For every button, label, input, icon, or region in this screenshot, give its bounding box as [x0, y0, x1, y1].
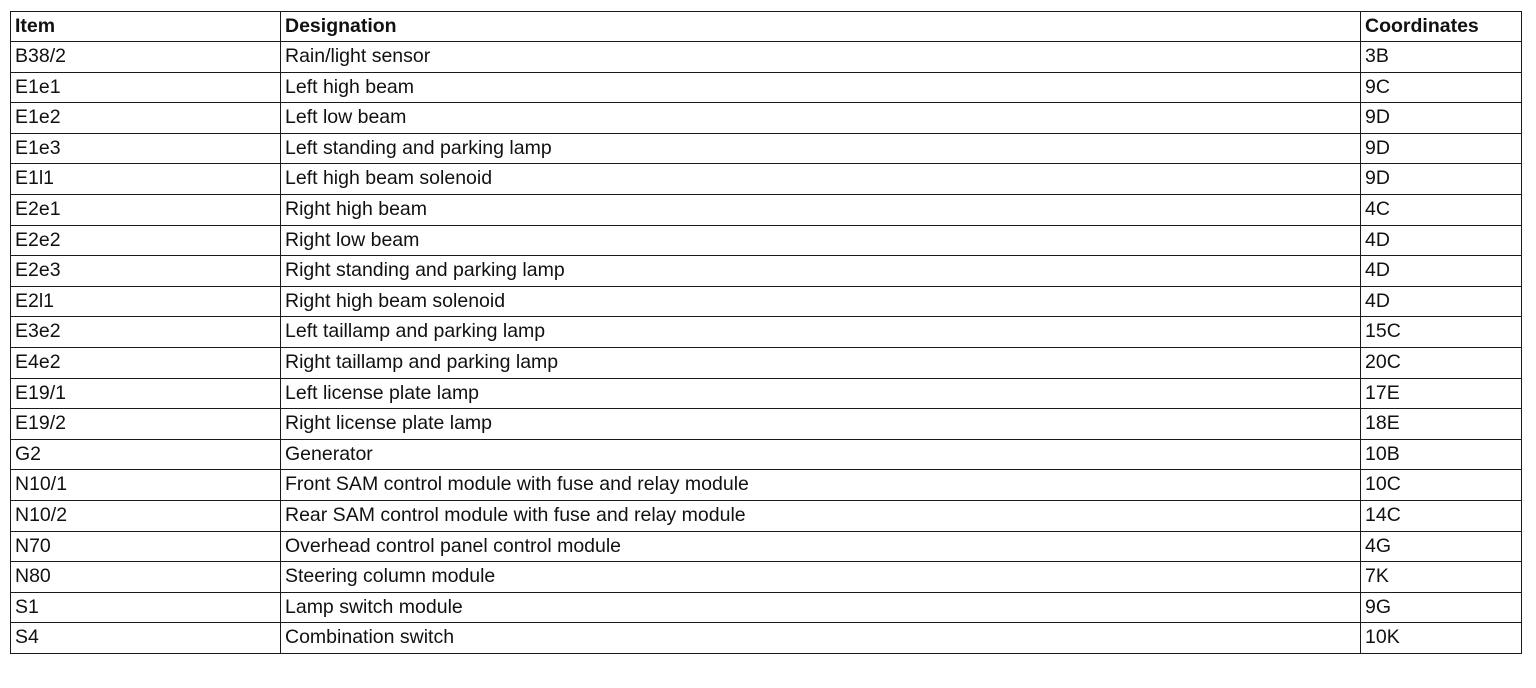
cell-designation: Right low beam [281, 225, 1361, 256]
table-row [11, 470, 1522, 501]
cell-item: N70 [11, 531, 281, 562]
table-row [11, 225, 1522, 256]
table-row [11, 286, 1522, 317]
cell-item: E19/2 [11, 409, 281, 440]
cell-coordinates: 9G [1361, 592, 1522, 623]
table-row [11, 164, 1522, 195]
cell-designation: Rear SAM control module with fuse and relay module [281, 500, 1361, 531]
cell-coordinates: 14C [1361, 500, 1522, 531]
cell-coordinates: 10C [1361, 470, 1522, 501]
table-header [11, 12, 1522, 42]
cell-coordinates: 9C [1361, 72, 1522, 103]
cell-item: E2e1 [11, 194, 281, 225]
cell-designation: Right high beam [281, 194, 1361, 225]
cell-coordinates: 20C [1361, 347, 1522, 378]
cell-designation: Left high beam [281, 72, 1361, 103]
cell-designation: Rain/light sensor [281, 42, 1361, 73]
cell-item: E1e3 [11, 133, 281, 164]
table-body [11, 42, 1522, 654]
cell-item: G2 [11, 439, 281, 470]
cell-coordinates: 4D [1361, 286, 1522, 317]
table-row [11, 317, 1522, 348]
cell-coordinates: 9D [1361, 164, 1522, 195]
cell-item: E2e2 [11, 225, 281, 256]
cell-designation: Lamp switch module [281, 592, 1361, 623]
cell-designation: Left high beam solenoid [281, 164, 1361, 195]
cell-designation: Combination switch [281, 623, 1361, 654]
cell-item: E2l1 [11, 286, 281, 317]
cell-item: N10/1 [11, 470, 281, 501]
table-row [11, 439, 1522, 470]
table-row [11, 256, 1522, 287]
cell-item: E1l1 [11, 164, 281, 195]
header-row [11, 12, 1522, 42]
cell-item: B38/2 [11, 42, 281, 73]
table-row [11, 500, 1522, 531]
cell-item: S4 [11, 623, 281, 654]
cell-coordinates: 4C [1361, 194, 1522, 225]
table-row [11, 103, 1522, 134]
table-row [11, 42, 1522, 73]
cell-coordinates: 4D [1361, 256, 1522, 287]
cell-coordinates: 15C [1361, 317, 1522, 348]
column-header-coordinates: Coordinates [1361, 12, 1522, 42]
cell-designation: Front SAM control module with fuse and relay module [281, 470, 1361, 501]
cell-designation: Left license plate lamp [281, 378, 1361, 409]
cell-coordinates: 18E [1361, 409, 1522, 440]
cell-item: N10/2 [11, 500, 281, 531]
cell-coordinates: 9D [1361, 133, 1522, 164]
table-row [11, 378, 1522, 409]
cell-designation: Left low beam [281, 103, 1361, 134]
cell-designation: Steering column module [281, 562, 1361, 593]
table-row [11, 133, 1522, 164]
cell-item: S1 [11, 592, 281, 623]
cell-coordinates: 10K [1361, 623, 1522, 654]
column-header-item: Item [11, 12, 281, 42]
cell-coordinates: 9D [1361, 103, 1522, 134]
component-table [10, 11, 1522, 654]
table-row [11, 72, 1522, 103]
cell-designation: Left taillamp and parking lamp [281, 317, 1361, 348]
cell-item: E1e1 [11, 72, 281, 103]
cell-designation: Right high beam solenoid [281, 286, 1361, 317]
cell-coordinates: 7K [1361, 562, 1522, 593]
table-row [11, 562, 1522, 593]
cell-item: E3e2 [11, 317, 281, 348]
cell-item: E4e2 [11, 347, 281, 378]
table-row [11, 409, 1522, 440]
cell-item: E2e3 [11, 256, 281, 287]
cell-item: N80 [11, 562, 281, 593]
cell-designation: Right taillamp and parking lamp [281, 347, 1361, 378]
table-row [11, 592, 1522, 623]
cell-designation: Right standing and parking lamp [281, 256, 1361, 287]
cell-coordinates: 4G [1361, 531, 1522, 562]
cell-designation: Overhead control panel control module [281, 531, 1361, 562]
cell-coordinates: 10B [1361, 439, 1522, 470]
table-row [11, 347, 1522, 378]
cell-designation: Left standing and parking lamp [281, 133, 1361, 164]
column-header-designation: Designation [281, 12, 1361, 42]
cell-coordinates: 17E [1361, 378, 1522, 409]
cell-item: E19/1 [11, 378, 281, 409]
table-row [11, 531, 1522, 562]
cell-coordinates: 3B [1361, 42, 1522, 73]
cell-item: E1e2 [11, 103, 281, 134]
table-row [11, 194, 1522, 225]
cell-designation: Generator [281, 439, 1361, 470]
cell-designation: Right license plate lamp [281, 409, 1361, 440]
table-row [11, 623, 1522, 654]
cell-coordinates: 4D [1361, 225, 1522, 256]
